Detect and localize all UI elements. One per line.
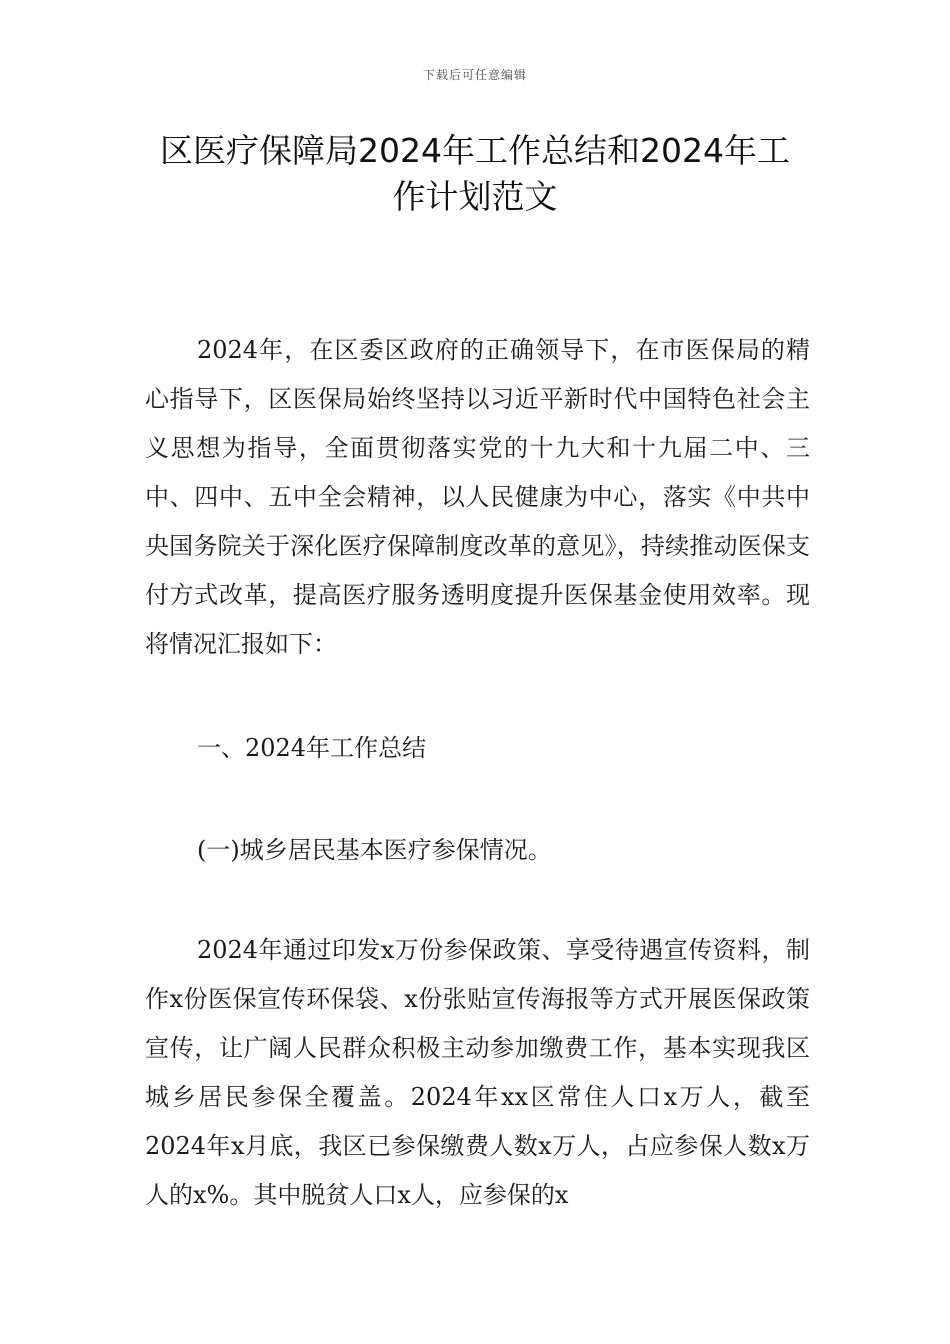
section-heading: 一、2024年工作总结	[197, 734, 427, 762]
header-note: 下载后可任意编辑	[422, 68, 527, 82]
subsection-heading: (一)城乡居民基本医疗参保情况。	[197, 836, 552, 864]
document-title: 区医疗保障局2024年工作总结和2024年工作计划范文	[160, 131, 790, 216]
body-paragraph: 2024年通过印发x万份参保政策、享受待遇宣传资料，制作x份医保宣传环保袋、x份张贴宣传海报等方式开展医保政策宣传，让广阔人民群众积极主动参加缴费工作，基本实现我区城乡居民参保全覆盖。2024年xx区常住人口x万人，截至2024年x月底，我区已参保缴费人数x万人，占应参保人数x万人的x%。其中脱贫人口x人，应参保的x	[145, 936, 810, 1209]
intro-paragraph: 2024年，在区委区政府的正确领导下，在市医保局的精心指导下，区医保局始终坚持以习近平新时代中国特色社会主义思想为指导，全面贯彻落实党的十九大和十九届二中、三中、四中、五中全会精神，以人民健康为中心，落实《中共中央国务院关于深化医疗保障制度改革的意见》，持续推动医保支付方式改革，提高医疗服务透明度提升医保基金使用效率。现将情况汇报如下：	[145, 336, 810, 658]
